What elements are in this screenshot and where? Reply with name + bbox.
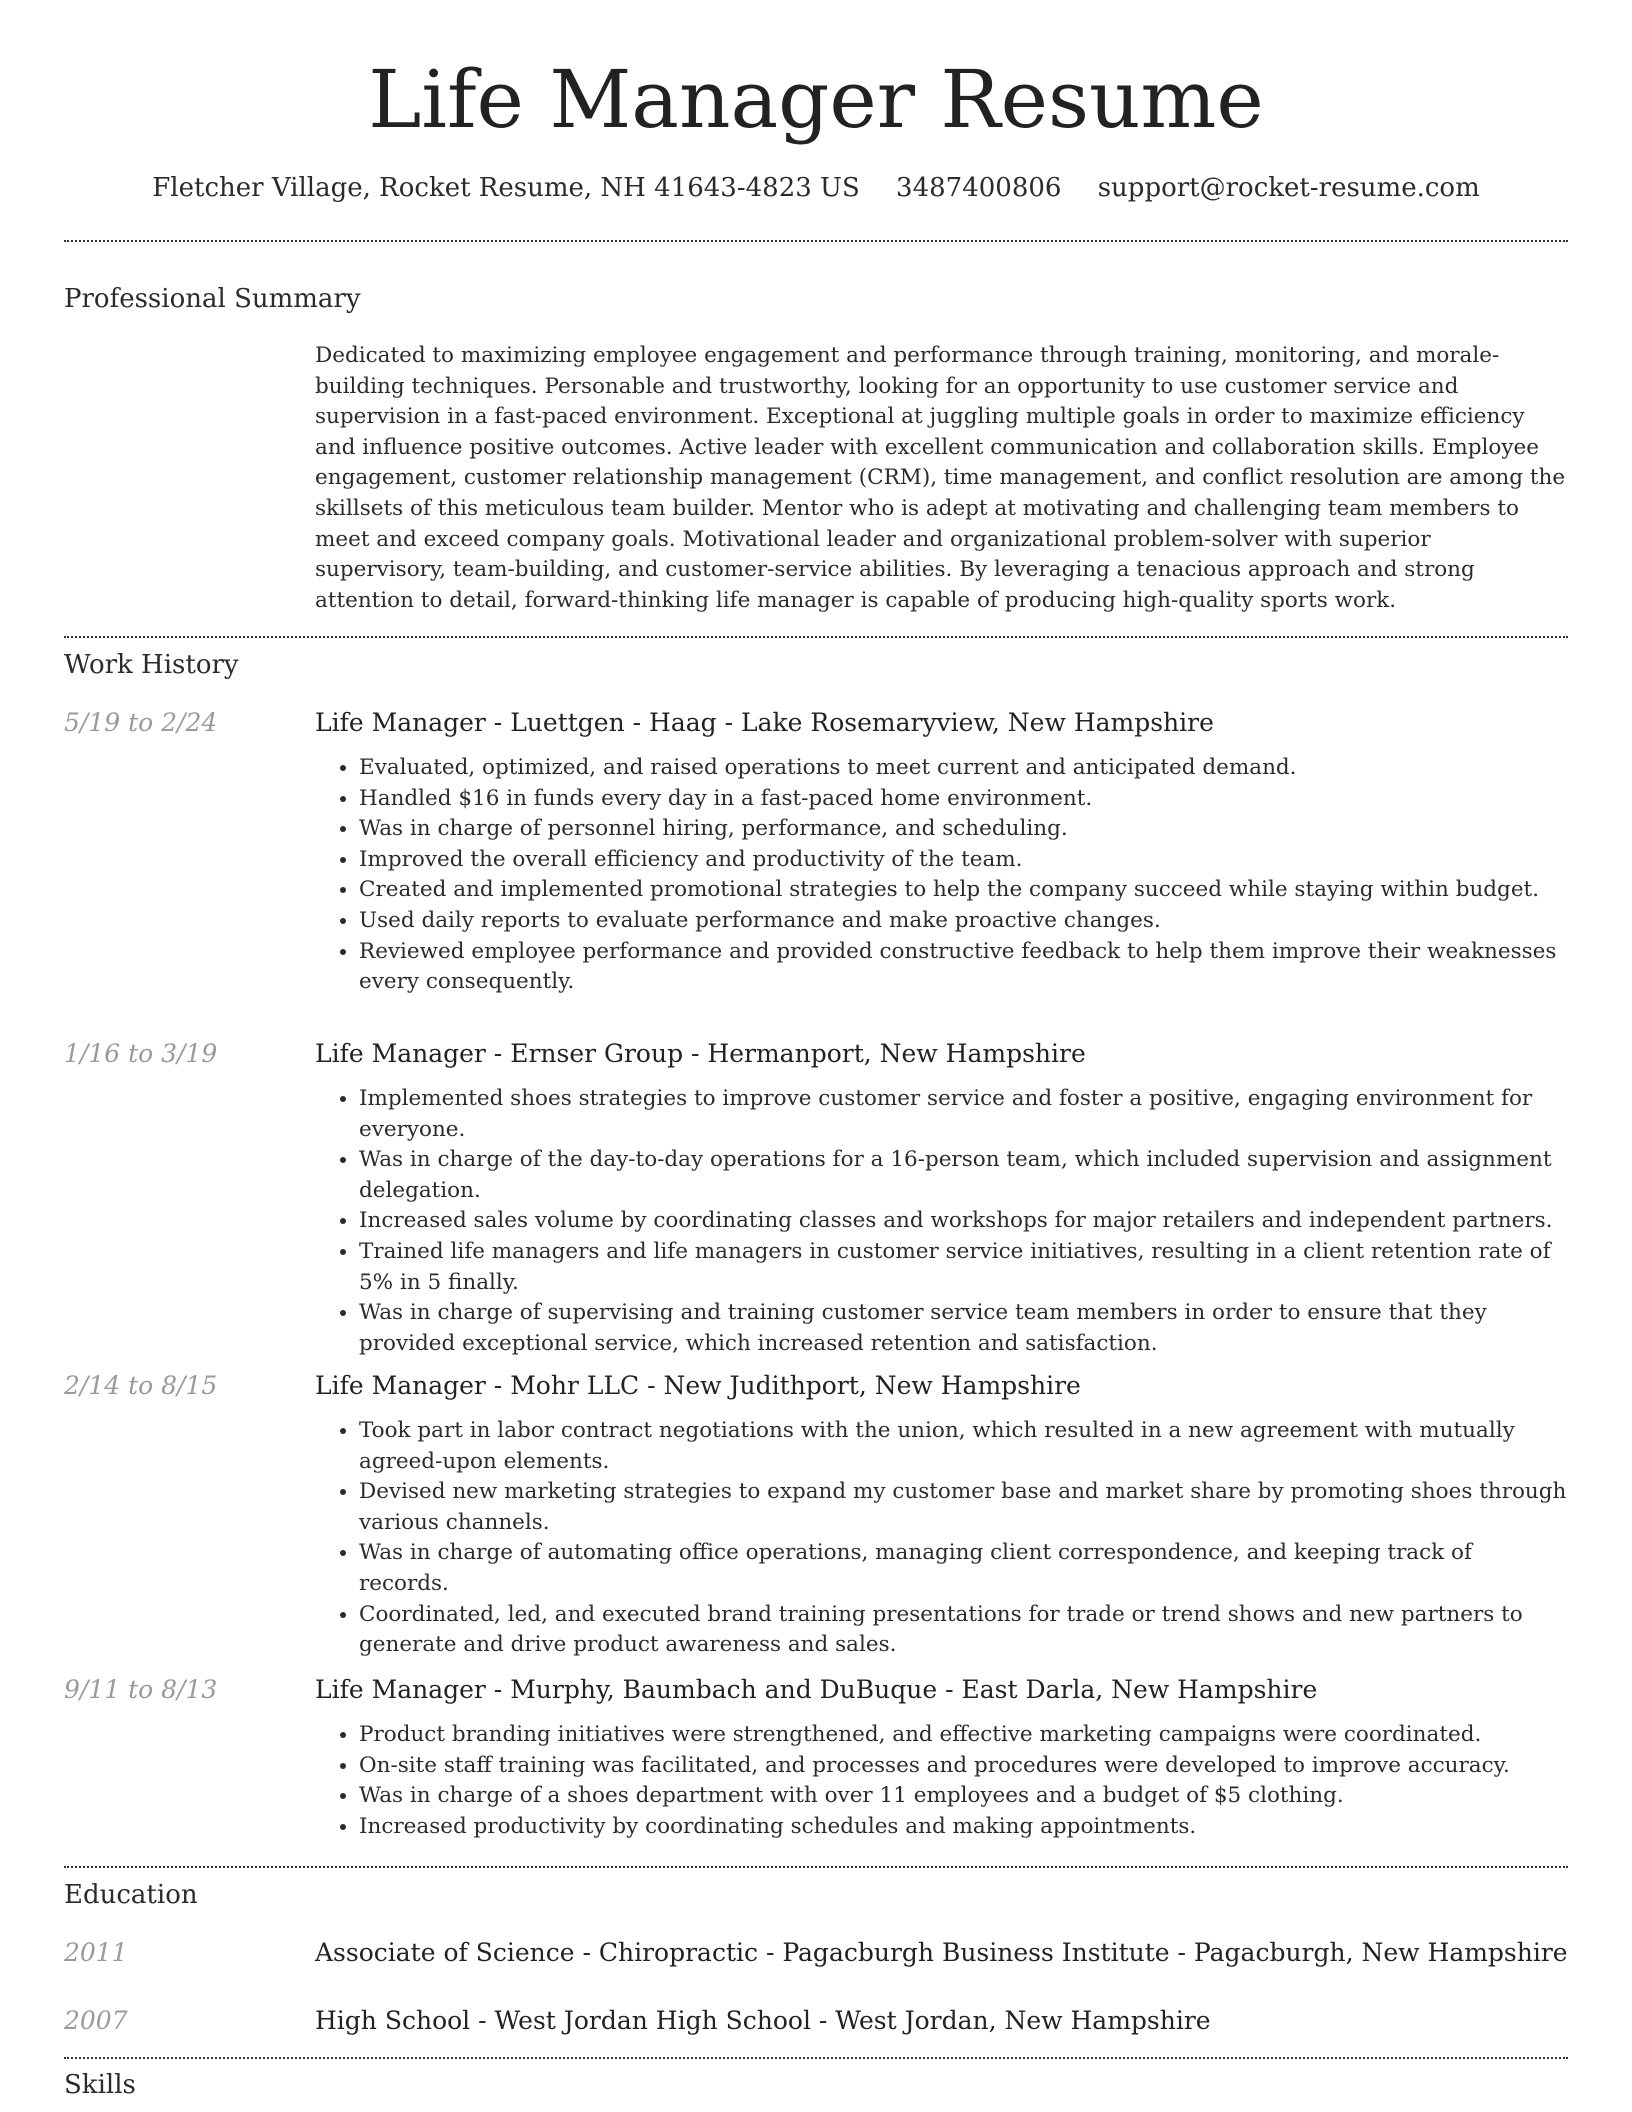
job-bullet: • Created and implemented promotional strategies to help the company succeed while staying within budget. bbox=[359, 875, 1568, 906]
job-bullet: • Was in charge of personnel hiring, performance, and scheduling. bbox=[359, 814, 1568, 845]
education-year: 2011 bbox=[64, 1938, 128, 1967]
summary-text: Dedicated to maximizing employee engagement and performance through training, monitoring, and morale-building techniques. Personable and trustworthy, looking for an opportunity to use customer service and supervision in a fast-paced environment. Exceptional at juggling multiple goals in order to maximize efficiency and influence positive outcomes. Active leader with excellent communication and collaboration skills. Employee engagement, customer relationship management (CRM), time management, and conflict resolution are among the skillsets of this meticulous team builder. Mentor who is adept at motivating and challenging team members to meet and exceed company goals. Motivational leader and organizational problem-solver with superior supervisory, team-building, and customer-service abilities. By leveraging a tenacious approach and strong attention to detail, forward-thinking life manager is capable of producing high-quality sports work. bbox=[315, 343, 1566, 613]
job-bullet: • Was in charge of automating office operations, managing client correspondence, and keeping track of records. bbox=[359, 1538, 1568, 1599]
job-bullet: • Was in charge of a shoes department with over 11 employees and a budget of $5 clothing. bbox=[359, 1781, 1568, 1812]
job-bullet: • Was in charge of supervising and training customer service team members in order to ensure that they provided exceptional service, which increased retention and satisfaction. bbox=[359, 1298, 1568, 1359]
skills-heading: Skills bbox=[64, 2070, 136, 2100]
divider bbox=[64, 1866, 1568, 1868]
job-dates: 2/14 to 8/15 bbox=[64, 1371, 218, 1400]
job-bullet: • Was in charge of the day-to-day operations for a 16-person team, which included supervision and assignment delegation. bbox=[359, 1145, 1568, 1206]
job-bullet: • Used daily reports to evaluate performance and make proactive changes. bbox=[359, 906, 1568, 937]
job-dates: 5/19 to 2/24 bbox=[64, 708, 218, 737]
job-bullet: • Product branding initiatives were strengthened, and effective marketing campaigns were coordinated. bbox=[359, 1720, 1568, 1751]
divider bbox=[64, 2057, 1568, 2059]
job-title: Life Manager - Murphy, Baumbach and DuBuque - East Darla, New Hampshire bbox=[315, 1675, 1318, 1704]
job-title: Life Manager - Luettgen - Haag - Lake Rosemaryview, New Hampshire bbox=[315, 708, 1214, 737]
contact-line bbox=[0, 170, 1632, 206]
contact-address: Fletcher Village, Rocket Resume, NH 41643-4823 US bbox=[152, 173, 860, 203]
work-history-heading: Work History bbox=[64, 650, 239, 680]
education-description: Associate of Science - Chiropractic - Pagacburgh Business Institute - Pagacburgh, New Hampshire bbox=[315, 1938, 1568, 1967]
job-bullet: • Coordinated, led, and executed brand training presentations for trade or trend shows and new partners to generate and drive product awareness and sales. bbox=[359, 1600, 1568, 1661]
job-bullet: • Trained life managers and life managers in customer service initiatives, resulting in a client retention rate of 5% in 5 finally. bbox=[359, 1237, 1568, 1298]
contact-phone: 3487400806 bbox=[896, 173, 1062, 203]
job-bullet: • Handled $16 in funds every day in a fast-paced home environment. bbox=[359, 784, 1568, 815]
job-bullet: • Devised new marketing strategies to expand my customer base and market share by promoting shoes through various channels. bbox=[359, 1477, 1568, 1538]
job-bullet: • On-site staff training was facilitated, and processes and procedures were developed to improve accuracy. bbox=[359, 1751, 1568, 1782]
job-bullet: • Improved the overall efficiency and productivity of the team. bbox=[359, 845, 1568, 876]
divider bbox=[64, 636, 1568, 638]
job-dates: 9/11 to 8/13 bbox=[64, 1675, 218, 1704]
education-year: 2007 bbox=[64, 2006, 128, 2035]
job-bullets bbox=[315, 1084, 1568, 1359]
job-bullet: • Implemented shoes strategies to improve customer service and foster a positive, engaging environment for everyone. bbox=[359, 1084, 1568, 1145]
summary-heading: Professional Summary bbox=[64, 284, 361, 314]
job-bullets bbox=[315, 1720, 1568, 1842]
divider bbox=[64, 240, 1568, 242]
education-heading: Education bbox=[64, 1880, 198, 1910]
job-title: Life Manager - Ernser Group - Hermanport, New Hampshire bbox=[315, 1039, 1086, 1068]
job-bullets bbox=[315, 1416, 1568, 1661]
job-bullet: • Took part in labor contract negotiations with the union, which resulted in a new agreement with mutually agreed-upon elements. bbox=[359, 1416, 1568, 1477]
job-bullet: • Evaluated, optimized, and raised operations to meet current and anticipated demand. bbox=[359, 753, 1568, 784]
job-dates: 1/16 to 3/19 bbox=[64, 1039, 218, 1068]
job-bullet: • Increased productivity by coordinating schedules and making appointments. bbox=[359, 1812, 1568, 1843]
contact-email: support@rocket-resume.com bbox=[1097, 173, 1480, 203]
resume-title: Life Manager Resume bbox=[368, 53, 1264, 146]
education-description: High School - West Jordan High School - West Jordan, New Hampshire bbox=[315, 2006, 1211, 2035]
job-bullet: • Reviewed employee performance and provided constructive feedback to help them improve their weaknesses every consequently. bbox=[359, 937, 1568, 998]
job-title: Life Manager - Mohr LLC - New Judithport, New Hampshire bbox=[315, 1371, 1081, 1400]
job-bullets bbox=[315, 753, 1568, 998]
job-bullet: • Increased sales volume by coordinating classes and workshops for major retailers and independent partners. bbox=[359, 1206, 1568, 1237]
